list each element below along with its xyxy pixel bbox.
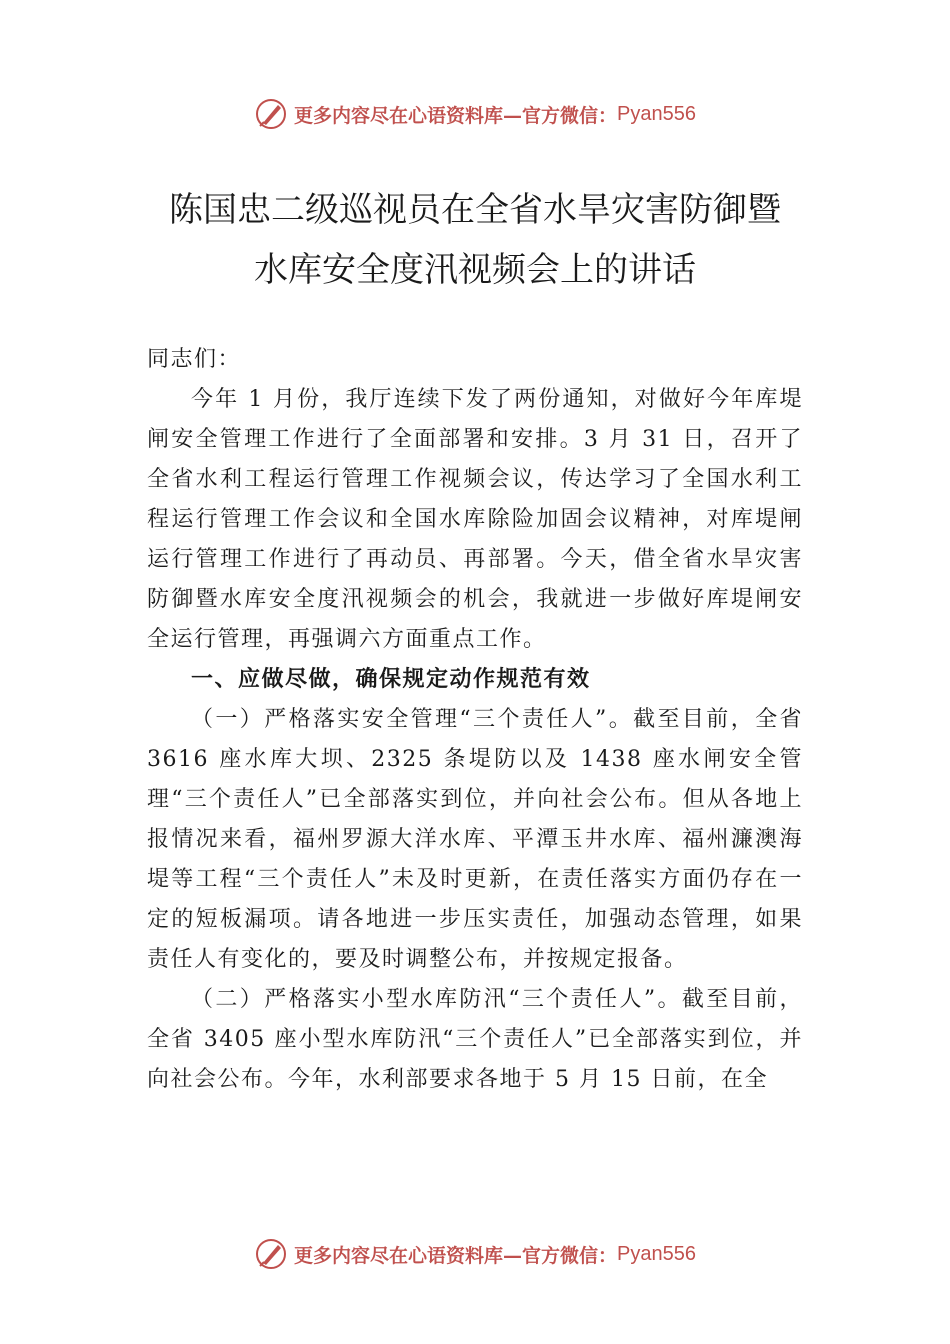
quill-pen-logo-icon: [254, 97, 288, 131]
quill-pen-logo-icon: [254, 1237, 288, 1271]
paragraph-3: （二）严格落实小型水库防汛“三个责任人”。截至目前，全省 3405 座小型水库防汛“三个责任人”已全部落实到位，并向社会公布。今年，水利部要求各地于 5 月 15 日前，在全: [147, 987, 803, 1092]
document-body: [147, 340, 803, 1100]
banner-text: 更多内容尽在心语资料库—官方微信：: [294, 1244, 618, 1267]
banner-wechat-id: Pyan556: [617, 102, 696, 125]
footer-watermark-banner: [0, 1234, 950, 1274]
banner-text: 更多内容尽在心语资料库—官方微信：: [294, 104, 618, 127]
title-line-1: 陈国忠二级巡视员在全省水旱灾害防御暨: [169, 190, 781, 230]
paragraph-1: 今年 1 月份，我厅连续下发了两份通知，对做好今年库堤闸安全管理工作进行了全面部署和安排。3 月 31 日，召开了全省水利工程运行管理工作视频会议，传达学习了全国水利工程运行管理工作会议和全国水库除险加固会议精神，对库堤闸运行管理工作进行了再动员、再部署。今天，借全省水旱灾害防御暨水库安全度汛视频会的机会，我就进一步做好库堤闸安全运行管理，再强调六方面重点工作。: [147, 387, 803, 652]
banner-wechat-id: Pyan556: [617, 1242, 696, 1265]
header-watermark-banner: [0, 94, 950, 134]
section-heading-1: 一、应做尽做，确保规定动作规范有效: [191, 667, 591, 692]
salutation: 同志们：: [147, 347, 242, 372]
title-line-2: 水库安全度汛视频会上的讲话: [254, 250, 696, 290]
document-title: [120, 180, 830, 300]
paragraph-2: （一）严格落实安全管理“三个责任人”。截至目前，全省 3616 座水库大坝、2325 条堤防以及 1438 座水闸安全管理“三个责任人”已全部落实到位，并向社会公布。但从各地上报情况来看，福州罗源大洋水库、平潭玉井水库、福州濂澳海堤等工程“三个责任人”未及时更新，在责任落实方面仍存在一定的短板漏项。请各地进一步压实责任，加强动态管理，如果责任人有变化的，要及时调整公布，并按规定报备。: [147, 707, 803, 972]
